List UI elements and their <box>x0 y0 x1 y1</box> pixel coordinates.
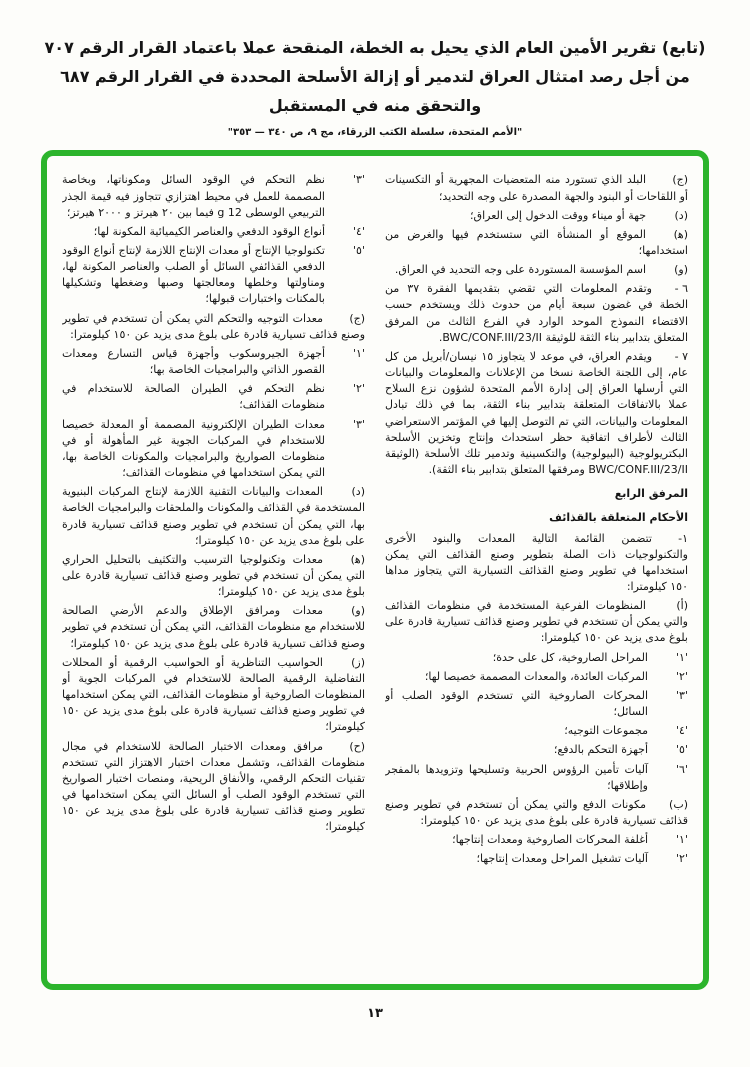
item-marker: '١' <box>676 650 688 664</box>
item-marker: '٣' <box>676 688 688 702</box>
lettered-item <box>385 208 688 224</box>
numbered-paragraph <box>385 349 688 478</box>
item-text: آليات تشغيل المراحل ومعدات إنتاجها؛ <box>476 852 648 866</box>
lettered-item <box>385 172 688 204</box>
sub-item <box>385 851 688 867</box>
lettered-item <box>385 797 688 829</box>
lettered-item <box>62 552 365 600</box>
item-text: وتقدم المعلومات التي تقضي بتقديمها الفقرة ٣٧ من الخطة في غضون سبعة أيام من حدوث ذلك ويستخدم حسب الاقتضاء النموذج الموحد الوارد في الفرع الثالث من المرفق المتعلق بتدابير بناء الثقة للوثيقة BWC/CONF.III/23/II. <box>385 282 688 344</box>
item-text: الموقع أو المنشأة التي ستستخدم فيها والغرض من استخدامها؛ <box>385 227 688 258</box>
sub-item <box>62 346 365 378</box>
sub-item <box>385 832 688 848</box>
sub-item <box>62 381 365 413</box>
item-marker: '٢' <box>353 382 365 396</box>
item-text: نظم التحكم في الوقود السائل ومكوناتها، وبخاصة المصممة للعمل في محيط اهتزازي تتجاوز فيه قيمة الجذر التربيعي الوسطى 12 g فيما بين ٢٠ هيرتز و ٢٠٠٠ هيرتز؛ <box>62 173 325 219</box>
item-marker: ٦ - <box>674 282 688 296</box>
lettered-item <box>385 598 688 646</box>
item-marker: (د) <box>351 485 365 499</box>
annex-heading: المرفق الرابع <box>614 487 688 501</box>
page-number: ١٣ <box>367 1006 383 1022</box>
item-text: ويقدم العراق، في موعد لا يتجاوز ١٥ نيسان/أبريل من كل عام، إلى اللجنة الخاصة نسخا من الإعلانات والمعلومات والبيانات التي أرسلها العراق إلى إدارة الأمم المتحدة لشؤون نزع السلاح عملا بالاتفاقات المتعلقة بتدابير بناء الثقة، بما في ذلك تبادل المعلومات والبيانات، التي تم التوصل إليها في المؤتمر الاستعراضي الثالث لأطراف اتفاقية حظر استحداث وإنتاج وتخزين الأسلحة البكتريولوجية (البيولوجية) والتكسينية وتدمير تلك الأسلحة (الوثيقة BWC/CONF.III/23/II ومرفقها المتعلق بتدابير بناء الثقة). <box>385 349 688 477</box>
item-marker: ٧ - <box>674 349 688 363</box>
item-marker: '٤' <box>676 724 688 738</box>
item-text: اسم المؤسسة المستوردة على وجه التحديد في العراق. <box>394 263 646 277</box>
item-marker: ١- <box>678 531 688 545</box>
sub-item <box>62 172 365 220</box>
numbered-paragraph <box>385 531 688 596</box>
sub-item <box>62 224 365 240</box>
item-marker: '٣' <box>353 417 365 431</box>
item-text: أجهزة التحكم بالدفع؛ <box>553 743 648 757</box>
item-text: المحركات الصاروخية التي تستخدم الوقود الصلب أو السائل؛ <box>385 688 648 719</box>
item-text: المعدات والبيانات التقنية اللازمة لإنتاج المركبات البنيوية المستخدمة في القذائف والمكونات والملحقات والبرامجيات الخاصة بها، التي يمكن أن تستخدم في تطوير وصنع قذائف تسيارية قادرة على بلوغ مدى يزيد عن ١٥٠ كيلومترا؛ <box>62 485 365 547</box>
sub-item <box>385 762 688 794</box>
header-title-line-2: من أجل رصد امتثال العراق لتدمير أو إزالة الأسلحة المحددة في القرار الرقم ٦٨٧ <box>60 66 690 86</box>
item-text: البلد الذي تستورد منه المتعضيات المجهرية أو التكسينات أو اللقاحات أو البنود والجهة المصدرة على وجه التحديد؛ <box>385 173 688 203</box>
item-marker: (و) <box>674 263 688 277</box>
lettered-item <box>62 655 365 736</box>
item-marker: '٥' <box>676 743 688 757</box>
item-text: المنظومات الفرعية المستخدمة في منظومات القذائف والتي يمكن أن تستخدم في تطوير وصنع قذائف تسيارية قادرة على بلوغ مدى يزيد عن ١٥٠ كيلومترا: <box>385 599 688 645</box>
source-citation: "الأمم المتحدة، سلسلة الكتب الزرقاء، مج ٩، ص ٣٤٠ — ٣٥٣" <box>227 127 523 139</box>
sub-item <box>385 723 688 739</box>
lettered-item <box>62 739 365 836</box>
item-marker: '٦' <box>676 762 688 776</box>
lettered-item <box>62 484 365 549</box>
numbered-paragraph <box>385 281 688 346</box>
header-title-line-1: (تابع) تقرير الأمين العام الذي يحيل به الخطة، المنقحة عملا باعتماد القرار الرقم ٧٠٧ <box>44 38 706 57</box>
item-text: المركبات العائدة، والمعدات المصممة خصيصا لها؛ <box>424 669 648 683</box>
item-marker: '٣' <box>353 173 365 187</box>
item-marker: '١' <box>353 346 365 360</box>
lettered-item <box>62 603 365 651</box>
sub-item <box>62 417 365 482</box>
item-marker: (و) <box>351 604 365 618</box>
item-marker: (د) <box>674 208 688 222</box>
sub-item <box>385 688 688 720</box>
sub-item <box>385 742 688 758</box>
item-text: آليات تأمين الرؤوس الحربية وتسليحها وتزويدها بالمفجر وإطلاقها؛ <box>385 762 648 792</box>
item-text: تتضمن القائمة التالية المعدات والبنود الأخرى والتكنولوجيات ذات الصلة بتطوير وصنع القذائف التي يمكن استخدامها في تطوير وصنع القذائف التسيارية التي يتجاوز مداها ١٥٠ كيلومترا: <box>385 531 688 593</box>
item-marker: (ح) <box>349 739 365 753</box>
item-text: مكونات الدفع والتي يمكن أن تستخدم في تطوير وصنع قذائف تسيارية قادرة على بلوغ مدى يزيد عن ١٥٠ كيلومترا: <box>385 797 688 828</box>
item-marker: '٤' <box>353 224 365 238</box>
lettered-item <box>62 311 365 343</box>
item-text: تكنولوجيا الإنتاج أو معدات الإنتاج اللازمة لإنتاج أنواع الوقود الدفعي القذائفي السائل أو الصلب والعناصر المكونة لها، ومناولتها وخلطها ومعالجتها وصبها وضغطها وتشكيلها بالمكنات واختبارات قبولها؛ <box>62 244 325 306</box>
item-text: نظم التحكم في الطيران الصالحة للاستخدام في منظومات القذائف؛ <box>62 382 325 412</box>
sub-item <box>62 243 365 308</box>
item-text: معدات وتكنولوجيا الترسيب والتكثيف بالتحليل الحراري التي يمكن أن تستخدم في تطوير وصنع قذائف تسيارية قادرة على بلوغ مدى يزيد عن ١٥٠ كيلومترا؛ <box>62 552 365 599</box>
item-marker: '٢' <box>676 669 688 683</box>
item-text: معدات التوجيه والتحكم التي يمكن أن تستخدم في تطوير وصنع قذائف تسيارية قادرة على بلوغ مدى يزيد عن ١٥٠ كيلومترا: <box>62 311 365 341</box>
item-text: أجهزة الجيروسكوب وأجهزة قياس التسارع ومعدات القصور الذاتي والبرامجيات الخاصة بها؛ <box>62 346 325 377</box>
item-text: أنواع الوقود الدفعي والعناصر الكيميائية المكونة لها؛ <box>93 224 325 238</box>
sub-item <box>385 669 688 685</box>
column-right <box>385 172 688 976</box>
item-text: معدات الطيران الإلكترونية المصممة أو المعدلة خصيصا للاستخدام في المركبات الجوية غير المأهولة أو في منظومات الصواريخ والبرامجيات والمكونات الخاصة بها، التي يمكن استخدامها في منظومات القذائف؛ <box>62 417 325 480</box>
two-column-layout <box>62 172 688 976</box>
header-title-line-3: والتحقق منه في المستقبل <box>268 95 482 115</box>
item-marker: (أ) <box>676 599 688 613</box>
item-marker: (ج) <box>349 311 365 325</box>
item-marker: '٥' <box>353 244 365 258</box>
item-marker: (ﻫ) <box>673 227 688 241</box>
section-heading: الأحكام المتعلقة بالقذائف <box>549 511 688 525</box>
lettered-item <box>385 227 688 259</box>
item-text: الحواسيب التناظرية أو الحواسيب الرقمية أو المحللات التفاضلية الرقمية الصالحة للاستخدام في المركبات الجوية أو المنظومات الصاروخية أو منظومات القذائف، التي يمكن استخدامها في تطوير وصنع قذائف تسيارية قادرة على بلوغ مدى يزيد عن ١٥٠ كيلومترا؛ <box>62 655 365 734</box>
item-text: أغلفة المحركات الصاروخية ومعدات إنتاجها؛ <box>452 833 648 847</box>
document-header <box>0 0 750 138</box>
item-marker: (ج) <box>672 173 688 187</box>
item-text: مرافق ومعدات الاختبار الصالحة للاستخدام في مجال منظومات القذائف، وتشمل معدات اختبار الاهتزاز التي تستخدم تقنيات التحكم الرقمي، والأنفاق الريحية، ومنصات اختبار الصواريخ التي تستخدم الوقود الصلب أو السائل التي يمكن استخدامها في تطوير وصنع قذائف تسيارية قادرة على بلوغ مدى يزيد عن ١٥٠ كيلومترا؛ <box>62 739 365 834</box>
item-marker: '٢' <box>676 852 688 866</box>
item-text: معدات ومرافق الإطلاق والدعم الأرضي الصالحة للاستخدام مع منظومات القذائف، التي يمكن أن تستخدم في تطوير وصنع قذائف تسيارية قادرة على بلوغ مدى يزيد عن ١٥٠ كيلومترا؛ <box>62 604 365 650</box>
item-marker: (ز) <box>351 655 365 669</box>
item-marker: (ﻫ) <box>350 552 365 566</box>
column-left <box>62 172 365 976</box>
item-marker: (ب) <box>669 797 688 811</box>
item-marker: '١' <box>676 833 688 847</box>
lettered-item <box>385 262 688 278</box>
sub-item <box>385 650 688 666</box>
item-text: مجموعات التوجيه؛ <box>564 724 648 738</box>
item-text: جهة أو ميناء ووقت الدخول إلى العراق؛ <box>470 208 646 222</box>
green-annotation-border <box>41 150 709 990</box>
item-text: المراحل الصاروخية، كل على حدة؛ <box>492 650 648 664</box>
